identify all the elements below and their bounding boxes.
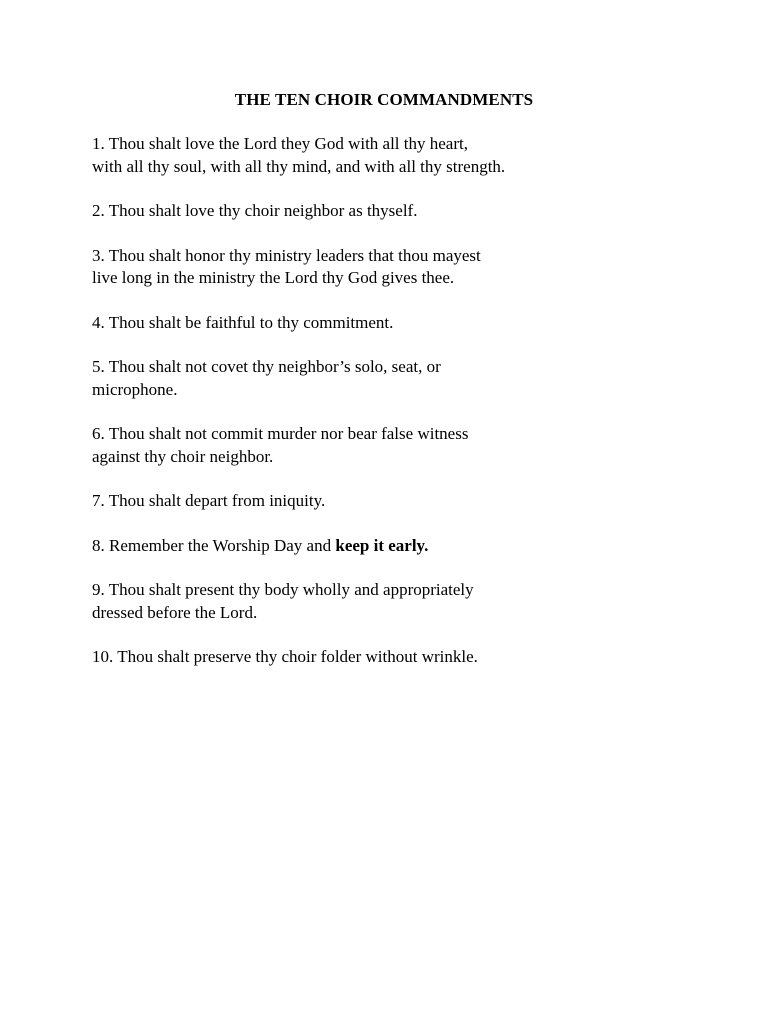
commandment-5 [92,356,712,401]
commandment-7 [92,490,712,513]
commandment-1-line-2: with all thy soul, with all thy mind, and with all thy strength. [92,156,506,176]
commandment-1 [92,133,712,178]
commandment-3-line-2: live long in the ministry the Lord thy God gives thee. [92,268,455,287]
commandment-9-line-1: 9. Thou shalt present thy body wholly and appropriately [92,580,474,599]
commandment-4-line-1: 4. Thou shalt be faithful to thy commitment. [92,312,394,332]
commandment-9-line-2: dressed before the Lord. [92,602,258,622]
commandment-2 [92,200,712,223]
commandment-3 [92,245,712,290]
commandment-8-bold-text: keep it early. [335,535,429,555]
commandment-10-line-1: 10. Thou shalt preserve thy choir folder without wrinkle. [92,647,478,666]
commandment-6-line-2: against thy choir neighbor. [92,446,274,466]
commandment-1-line-1: 1. Thou shalt love the Lord they God with all thy heart, [92,134,468,153]
commandment-9 [92,579,712,624]
commandment-3-line-1: 3. Thou shalt honor thy ministry leaders that thou mayest [92,245,481,265]
commandment-10 [92,646,712,669]
document-title: THE TEN CHOIR COMMANDMENTS [234,90,534,109]
commandment-6-line-1: 6. Thou shalt not commit murder nor bear false witness [92,424,469,443]
commandment-8-text: 8. Remember the Worship Day and [92,535,336,555]
commandment-6 [92,423,712,468]
commandments-list [92,133,712,691]
commandment-5-line-1: 5. Thou shalt not covet thy neighbor’s solo, seat, or [92,357,441,376]
commandment-7-line-1: 7. Thou shalt depart from iniquity. [92,491,326,510]
commandment-5-line-2: microphone. [92,379,178,399]
commandment-8 [92,535,712,558]
commandment-4 [92,312,712,335]
commandment-2-line-1: 2. Thou shalt love thy choir neighbor as thyself. [92,201,418,220]
commandment-8-line-1 [92,535,712,558]
